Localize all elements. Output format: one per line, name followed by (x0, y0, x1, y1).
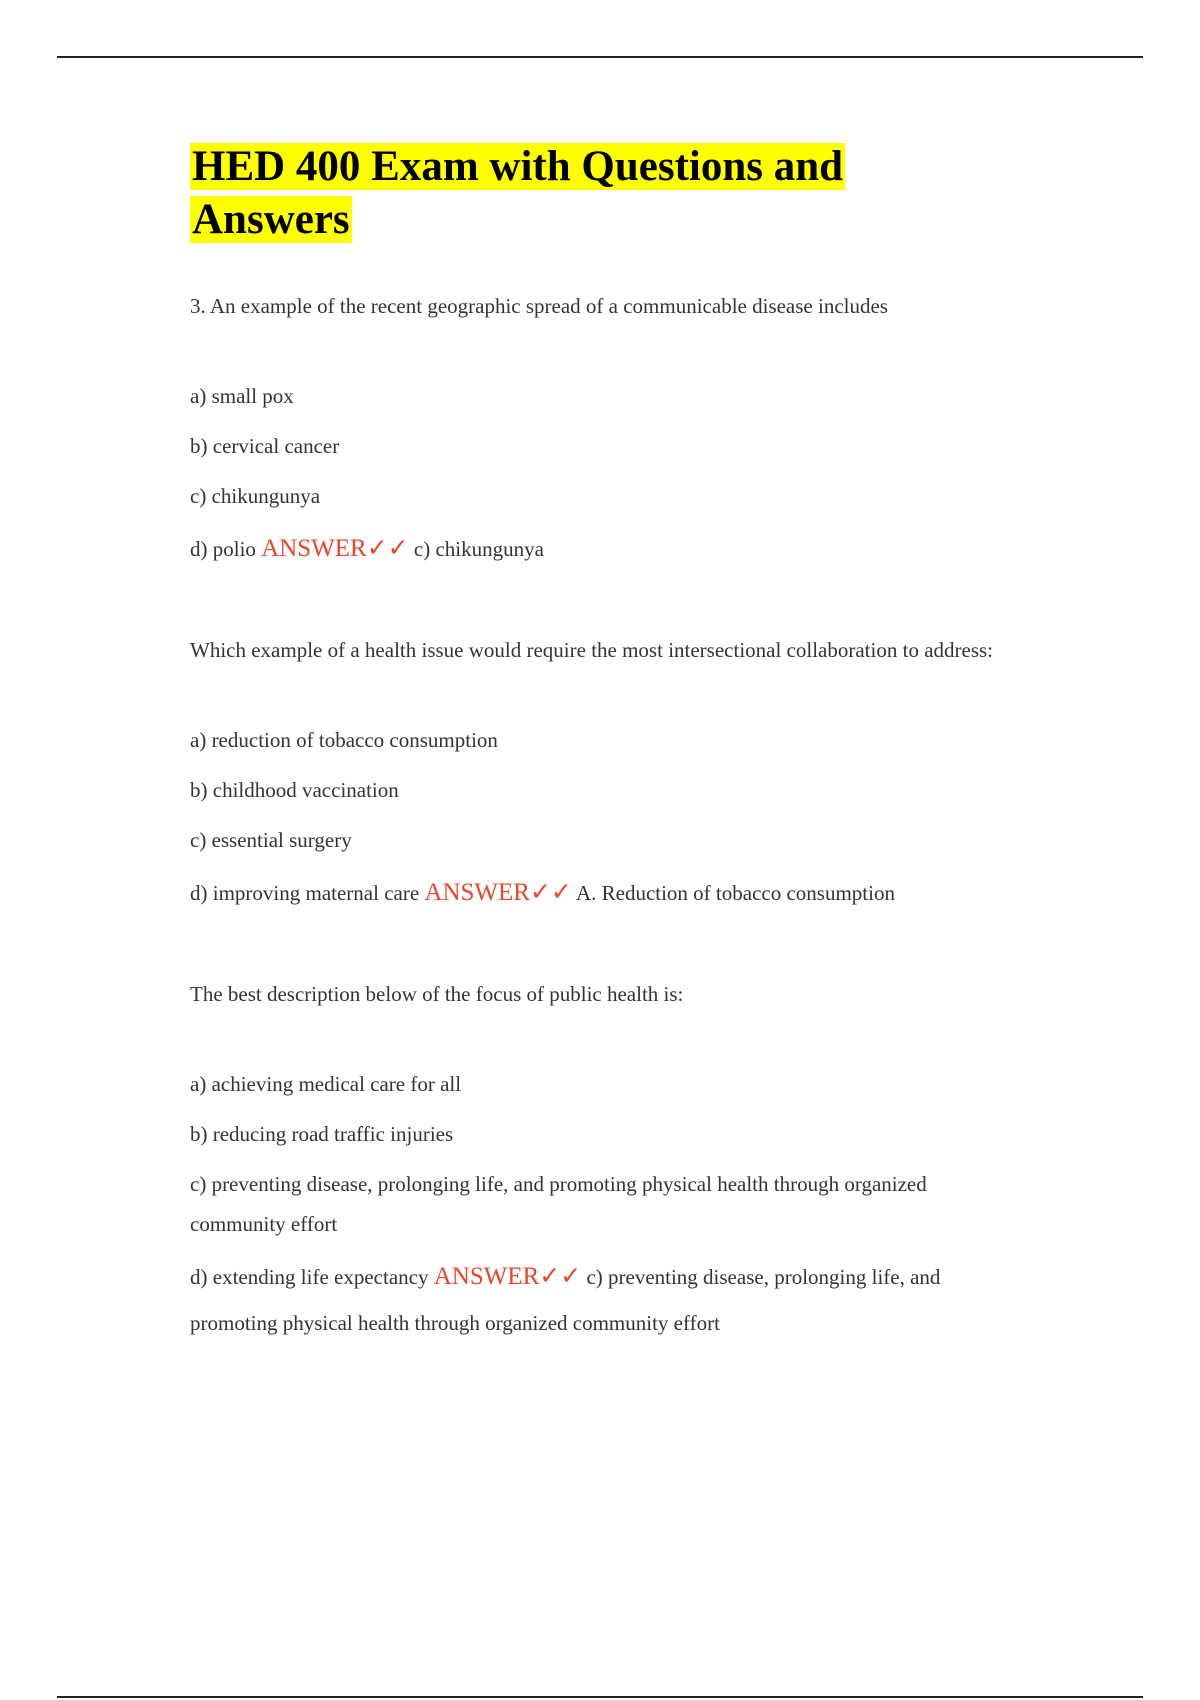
option-b: b) cervical cancer (190, 434, 340, 458)
document-body (190, 140, 1010, 1346)
answer-tag: ANSWER✓✓ (433, 1263, 582, 1290)
answer-text: c) preventing disease, prolonging life, and promoting physical health through organized community effort (190, 1265, 941, 1335)
question-prompt: Which example of a health issue would require the most intersectional collaboration to address: (190, 638, 994, 662)
options-list (190, 376, 1010, 572)
option-b: b) reducing road traffic injuries (190, 1122, 454, 1146)
option-d: d) extending life expectancy (190, 1265, 429, 1289)
question-prompt: 3. An example of the recent geographic spread of a communicable disease includes (190, 294, 888, 318)
option-d-with-answer (190, 526, 1010, 572)
question-block-1 (190, 286, 1010, 572)
options-list (190, 1064, 1010, 1346)
options-list (190, 720, 1010, 916)
option-a: a) small pox (190, 384, 294, 408)
answer-tag: ANSWER✓✓ (424, 879, 572, 906)
answer-tag: ANSWER✓✓ (261, 535, 409, 562)
answer-text: c) chikungunya (413, 537, 544, 561)
option-c: c) chikungunya (190, 484, 321, 508)
question-block-2 (190, 630, 1010, 916)
document-title (190, 140, 1010, 246)
top-rule (57, 56, 1143, 58)
bottom-rule (57, 1696, 1143, 1698)
option-b: b) childhood vaccination (190, 778, 399, 802)
option-c: c) preventing disease, prolonging life, and promoting physical health through organized community effort (190, 1172, 927, 1236)
option-d-with-answer (190, 870, 1010, 916)
question-block-3 (190, 974, 1010, 1346)
title-highlight: HED 400 Exam with Questions and Answers (192, 143, 844, 243)
option-a: a) reduction of tobacco consumption (190, 728, 498, 752)
option-d: d) improving maternal care (190, 881, 420, 905)
option-d-with-answer (190, 1254, 1010, 1346)
option-a: a) achieving medical care for all (190, 1072, 462, 1096)
option-d: d) polio (190, 537, 256, 561)
question-prompt: The best description below of the focus of public health is: (190, 982, 684, 1006)
answer-text: A. Reduction of tobacco consumption (575, 881, 895, 905)
option-c: c) essential surgery (190, 828, 352, 852)
